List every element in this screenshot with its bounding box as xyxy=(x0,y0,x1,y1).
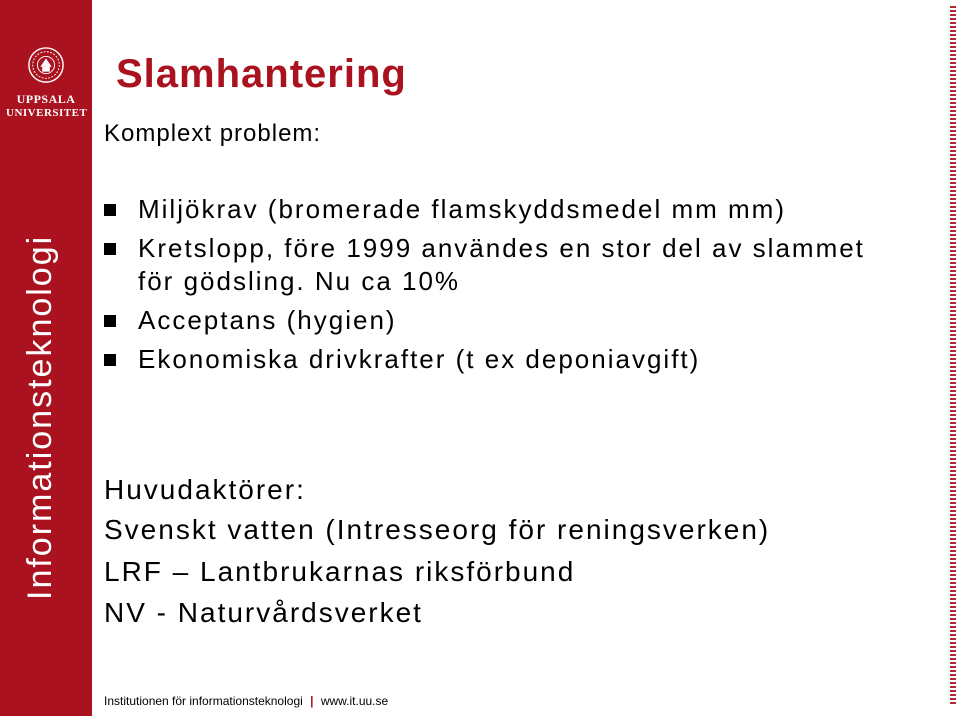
actors-heading: Huvudaktörer: xyxy=(104,474,306,505)
bullet-item: Miljökrav (bromerade flamskyddsmedel mm mm) xyxy=(104,193,894,226)
actor-item: LRF – Lantbrukarnas riksförbund xyxy=(104,556,576,587)
actor-item: NV - Naturvårdsverket xyxy=(104,597,423,628)
university-seal-icon xyxy=(27,46,65,84)
university-name-line1: UPPSALA xyxy=(16,92,76,106)
bullet-item: Acceptans (hygien) xyxy=(104,304,894,337)
actor-item: Svenskt vatten (Intresseorg för reningsverken) xyxy=(104,514,771,545)
bullet-list xyxy=(104,193,894,382)
footer xyxy=(104,694,388,708)
footer-url[interactable]: www.it.uu.se xyxy=(320,694,389,708)
bullet-item: Kretslopp, före 1999 användes en stor del av slammet för gödsling. Nu ca 10% xyxy=(104,232,894,298)
footer-separator: | xyxy=(310,694,314,708)
university-name-line2: UNIVERSITET xyxy=(6,107,88,119)
slide-title: Slamhantering xyxy=(116,52,407,96)
decorative-border xyxy=(950,6,956,706)
footer-institution: Institutionen för informationsteknologi xyxy=(104,694,303,708)
bullet-item: Ekonomiska drivkrafter (t ex deponiavgift) xyxy=(104,343,894,376)
department-vertical-label: Informationsteknologi xyxy=(21,234,59,600)
sidebar xyxy=(0,0,92,716)
slide-subtitle: Komplext problem: xyxy=(104,120,322,147)
